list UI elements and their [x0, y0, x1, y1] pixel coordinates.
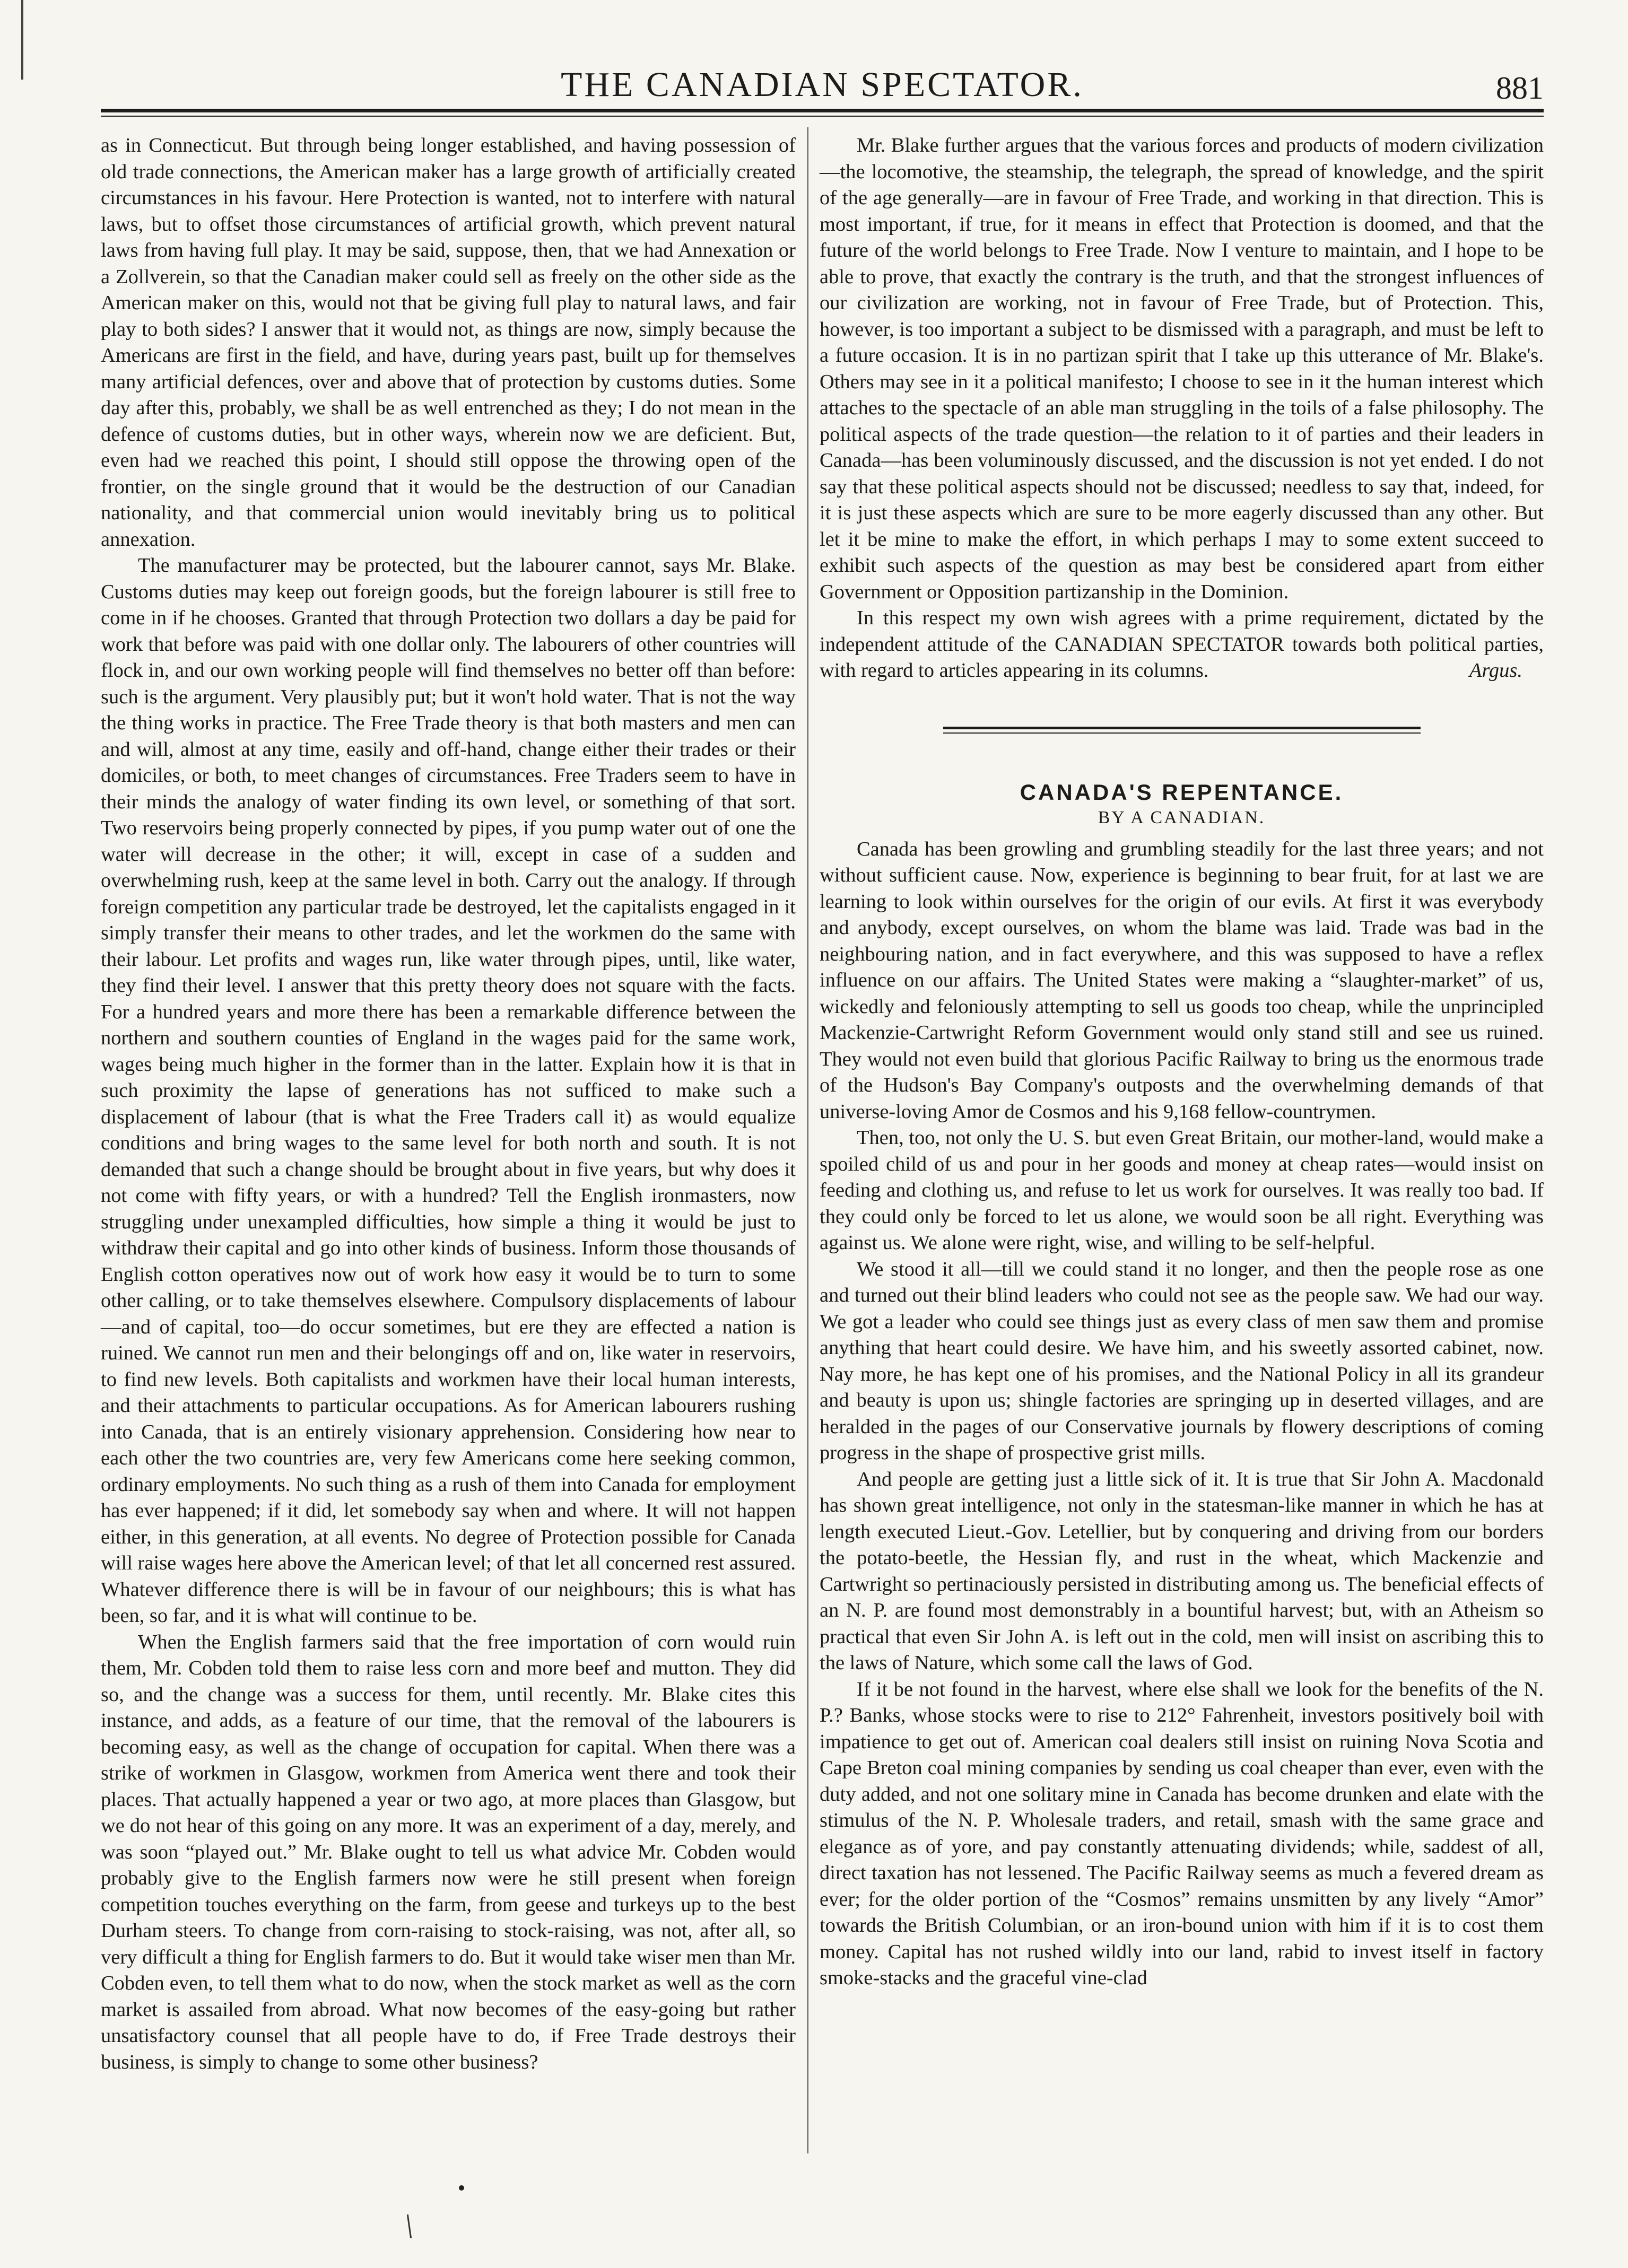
paragraph: as in Connecticut. But through being longer established, and having possession of old trade connections, the American maker has a large growth of artificially created circumstances in his favour. Here Protection is wanted, not to interfere with natural laws, but to offset those circumstances of artificial growth, which prevent natural laws from having full play. It may be said, suppose, then, that we had Annexation or a Zollverein, so that the Canadian maker could sell as freely on the other side as the American maker on this, would not that be giving full play to natural laws, and fair play to both sides? I answer that it would not, as things are now, simply because the Americans are first in the field, and have, during years past, built up for themselves many artificial defences, over and above that of protection by customs duties. Some day after this, probably, we shall be as well entrenched as they; I do not mean in the defence of customs duties, but in other ways, wherein now we are deficient. But, even had we reached this point, I should still oppose the throwing open of the frontier, on the single ground that it would be the destruction of our Canadian nationality, and that commercial union would inevitably bring us to political annexation. — [101, 134, 796, 551]
author-signature: Argus. — [1469, 659, 1522, 682]
ink-spot — [459, 2185, 464, 2191]
left-column — [101, 133, 796, 2075]
paragraph: When the English farmers said that the free importation of corn would ruin them, Mr. Cobden told them to raise less corn and more beef and mutton. They did so, and the change was a success for them, until recently. Mr. Blake cites this instance, and adds, as a feature of our time, that the removal of the labourers is becoming easy, as well as the change of occupation for capital. When there was a strike of workmen in Glasgow, workmen from America went there and took their places. That actually happened a year or two ago, at more places than Glasgow, but we do not hear of this going on any more. It was an experiment of a day, merely, and was soon “played out.” Mr. Blake ought to tell us what advice Mr. Cobden would probably give to the English farmers now were he still present when foreign competition touches everything on the farm, from geese and turkeys up to the best Durham steers. To change from corn-raising to stock-raising, was not, after all, so very difficult a thing for English farmers to do. But it would take wiser men than Mr. Cobden even, to tell them what to do now, when the stock market as well as the corn market is assailed from abroad. What now becomes of the easy-going but rather unsatisfactory counsel that all people have to do, if Free Trade destroys their business, is simply to change to some other business? — [101, 1630, 796, 2073]
paragraph: We stood it all—till we could stand it no longer, and then the people rose as one and turned out their blind leaders who could not see as the people saw. We had our way. We got a leader who could see things just as every class of men saw them and promise anything that heart could desire. We have him, and his sweetly assorted cabinet, now. Nay more, he has kept one of his promises, and the National Policy in all its grandeur and beauty is upon us; shingle factories are springing up in deserted villages, and are heralded in the pages of our Conservative journals by flowery descriptions of coming progress in the shape of prospective grist mills. — [820, 1258, 1544, 1464]
article-byline: BY A CANADIAN. — [1098, 807, 1266, 827]
paragraph: The manufacturer may be protected, but the labourer cannot, says Mr. Blake. Customs duties may keep out foreign goods, but the foreign labourer is still free to come in if he chooses. Granted that through Protection two dollars a day be paid for work that before was paid with one dollar only. The labourers of other countries will flock in, and our own working people will find themselves no better off than before: such is the argument. Very plausibly put; but it won't hold water. That is not the way the thing works in practice. The Free Trade theory is that both masters and men can and will, almost at any time, easily and off-hand, change either their trades or their domiciles, or both, to meet changes of circumstances. Free Traders seem to have in their minds the analogy of water finding its own level, or something of that sort. Two reservoirs being properly connected by pipes, if you pump water out of one the water will decrease in the other; it will, except in case of a sudden and overwhelming rush, keep at the same level in both. Carry out the analogy. If through foreign competition any particular trade be destroyed, let the capitalists engaged in it simply transfer their means to other trades, and let the workmen do the same with their labour. Let profits and wages run, like water through pipes, until, like water, they find their level. I answer that this pretty theory does not square with the facts. For a hundred years and more there has been a remarkable difference between the northern and southern counties of England in the wages paid for the same work, wages being much higher in the former than in the latter. Explain how it is that in such proximity the lapse of generations has not sufficed to make such a displacement of labour (that is what the Free Traders call it) as would equalize conditions and bring wages to the same level for both north and south. It is not demanded that such a change should be brought about in five years, but why does it not come with fifty years, or with a hundred? Tell the English ironmasters, now struggling under unexampled difficulties, how simple a thing it would be just to withdraw their capital and go into other kinds of business. Inform those thousands of English cotton operatives now out of work how easy it would be to turn to some other calling, or to take themselves elsewhere. Compulsory displacements of labour—and of capital, too—do occur sometimes, but ere they are effected a nation is ruined. We cannot run men and their belongings off and on, like water in reservoirs, to find new levels. Both capitalists and workmen have their local human interests, and their attachments to particular occupations. As for American labourers rushing into Canada, that is an entirely visionary apprehension. Considering how near to each other the two countries are, very few Americans come here seeking common, ordinary employments. No such thing as a rush of them into Canada for employment has ever happened; if it did, let somebody say when and where. It will not happen either, in this generation, at all events. No degree of Protection possible for Canada will raise wages here above the American level; of that let all concerned rest assured. Whatever difference there is will be in favour of our neighbours; this is what has been, so far, and it is what will continue to be. — [101, 554, 796, 1627]
header-rule-thick — [101, 109, 1544, 112]
closing-paragraph — [820, 605, 1544, 684]
article-separator — [943, 727, 1421, 734]
journal-title: THE CANADIAN SPECTATOR. — [561, 65, 1084, 104]
header-rule-thin — [101, 116, 1544, 117]
column-divider — [807, 127, 808, 2153]
article-title: CANADA'S REPENTANCE. — [1020, 779, 1344, 805]
right-column — [820, 133, 1544, 1992]
paragraph: If it be not found in the harvest, where else shall we look for the benefits of the N. P.? Banks, whose stocks were to rise to 212° Fahrenheit, investors positively boil with impatience to get out of. American coal dealers still insist on ruining Nova Scotia and Cape Breton coal mining companies by sending us coal cheaper than ever, even with the duty added, and not one solitary mine in Canada has become drunken and elate with the stimulus of the N. P. Wholesale traders, and retail, smash with the same grace and elegance as of yore, and pay constantly attenuating dividends; while, saddest of all, direct taxation has not lessened. The Pacific Railway seems as much a fevered dream as ever; for the older portion of the “Cosmos” remains unsmitten by any lively “Amor” towards the British Columbian, or an iron-bound union with him if it is to cost them money. Capital has not rushed wildly into our land, rabid to invest itself in factory smoke-stacks and the graceful vine-clad — [820, 1678, 1544, 1989]
paragraph: And people are getting just a little sick of it. It is true that Sir John A. Macdonald has shown great intelligence, not only in the statesman-like manner in which he has at length executed Lieut.-Gov. Letellier, but by conquering and driving from our borders the potato-beetle, the Hessian fly, and rust in the wheat, which Mackenzie and Cartwright so pertinaciously persisted in distributing among us. The beneficial effects of an N. P. are found most demonstrably in a bountiful harvest; but, with an Atheism so practical that even Sir John A. is left out in the cold, men will insist on ascribing this to the laws of Nature, which some call the laws of God. — [820, 1468, 1544, 1674]
paragraph: Then, too, not only the U. S. but even Great Britain, our mother-land, would make a spoiled child of us and pour in her goods and money at cheap rates—would insist on feeding and clothing us, and refuse to let us work for ourselves. It was really too bad. If they could only be forced to let us alone, we would soon be all right. Everything was against us. We alone were right, wise, and willing to be self-helpful. — [820, 1127, 1544, 1254]
scan-edge-mark — [21, 0, 23, 80]
paragraph: Canada has been growling and grumbling steadily for the last three years; and not without sufficient cause. Now, experience is beginning to bear fruit, for at last we are learning to look within ourselves for the origin of our evils. At first it was everybody and anybody, except ourselves, on whom the blame was laid. Trade was bad in the neighbouring nation, and in fact everywhere, and this was supposed to have a reflex influence on our affairs. The United States were making a “slaughter-market” of us, wickedly and feloniously attempting to sell us goods too cheap, while the unprincipled Mackenzie-Cartwright Reform Government would only stand still and see us ruined. They would not even build that glorious Pacific Railway to bring us the enormous trade of the Hudson's Bay Company's outposts and the overwhelming demands of that universe-loving Amor de Cosmos and his 9,168 fellow-countrymen. — [820, 838, 1544, 1123]
paragraph: Mr. Blake further argues that the various forces and products of modern civilization—the locomotive, the steamship, the telegraph, the spread of knowledge, and the spirit of the age generally—are in favour of Free Trade, and working in that direction. This is most important, if true, for it means in effect that Protection is doomed, and that the future of the world belongs to Free Trade. Now I venture to maintain, and I hope to be able to prove, that exactly the contrary is the truth, and that the strongest influences of our civilization are working, not in favour of Free Trade, but of Protection. This, however, is too important a subject to be dismissed with a paragraph, and must be left to a future occasion. It is in no partizan spirit that I take up this utterance of Mr. Blake's. Others may see in it a political manifesto; I choose to see in it the human interest which attaches to the spectacle of an able man struggling in the toils of a false philosophy. The political aspects of the trade question—the relation to it of parties and their leaders in Canada—has been voluminously discussed, and the discussion is not yet ended. I do not say that these political aspects should not be discussed; needless to say that, indeed, for it is just these aspects which are sure to be more eagerly discussed than any other. But let it be mine to make the effort, in which perhaps I may to some extent succeed to exhibit such aspects of the question as may best be considered apart from either Government or Opposition partizanship in the Dominion. — [820, 134, 1544, 603]
page-header — [101, 64, 1544, 111]
closing-paragraph-text: In this respect my own wish agrees with a prime requirement, dictated by the independent attitude of the CANADIAN SPECTATOR towards both political parties, with regard to articles appearing in its columns. — [820, 607, 1544, 682]
page-number: 881 — [1496, 71, 1544, 106]
ink-mark — [407, 2214, 412, 2238]
